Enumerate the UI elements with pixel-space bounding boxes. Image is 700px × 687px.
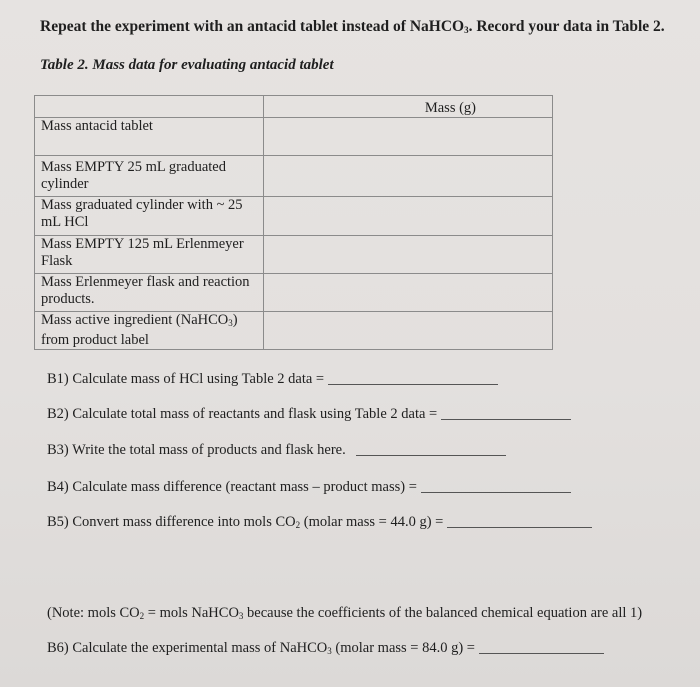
note-text: (Note: mols $CO_2$ = mols NaHCO$_3$ because the coefficients of the balanced chemical equation are all 1) [47, 605, 643, 621]
row-label: Mass active ingredient (NaHCO$_3$) from product label [35, 312, 264, 350]
answer-blank-b5[interactable] [447, 527, 592, 528]
table-corner-cell [35, 96, 264, 118]
row-label: Mass graduated cylinder with ~ 25 mL HCl [35, 197, 264, 236]
row-label: Mass antacid tablet [35, 118, 264, 156]
answer-blank-b3[interactable] [356, 455, 506, 456]
row-label: Mass EMPTY 25 mL graduated cylinder [35, 156, 264, 197]
mass-value-cell[interactable] [264, 236, 553, 274]
mass-value-cell[interactable] [264, 156, 553, 197]
question-b6: B6) Calculate the experimental mass of NaHCO$_3$ (molar mass = 84.0 g) = [47, 640, 604, 657]
row-label: Mass Erlenmeyer flask and reaction products. [35, 274, 264, 312]
question-b3: B3) Write the total mass of products and flask here. [47, 442, 506, 459]
answer-blank-b6[interactable] [479, 653, 604, 654]
answer-blank-b2[interactable] [441, 419, 571, 420]
question-b4: B4) Calculate mass difference (reactant mass – product mass) = [47, 479, 571, 496]
mass-value-cell[interactable] [264, 197, 553, 236]
question-b2: B2) Calculate total mass of reactants and flask using Table 2 data = [47, 406, 571, 423]
answer-blank-b1[interactable] [328, 384, 498, 385]
row-label: Mass EMPTY 125 mL Erlenmeyer Flask [35, 236, 264, 274]
question-b1: B1) Calculate mass of HCl using Table 2 data = [47, 371, 498, 388]
mass-data-table [34, 95, 553, 350]
table-caption: Table 2. Mass data for evaluating antacid tablet [40, 57, 334, 73]
mass-value-cell[interactable] [264, 274, 553, 312]
mass-value-cell[interactable] [264, 312, 553, 350]
question-b5: B5) Convert mass difference into mols $CO_2$ (molar mass = 44.0 g) = [47, 514, 592, 531]
answer-blank-b4[interactable] [421, 492, 571, 493]
instructions-text: Repeat the experiment with an antacid tablet instead of NaHCO$_3$. Record your data in Table 2. [40, 18, 665, 35]
mass-column-header: Mass (g) [264, 96, 553, 118]
mass-value-cell[interactable] [264, 118, 553, 156]
